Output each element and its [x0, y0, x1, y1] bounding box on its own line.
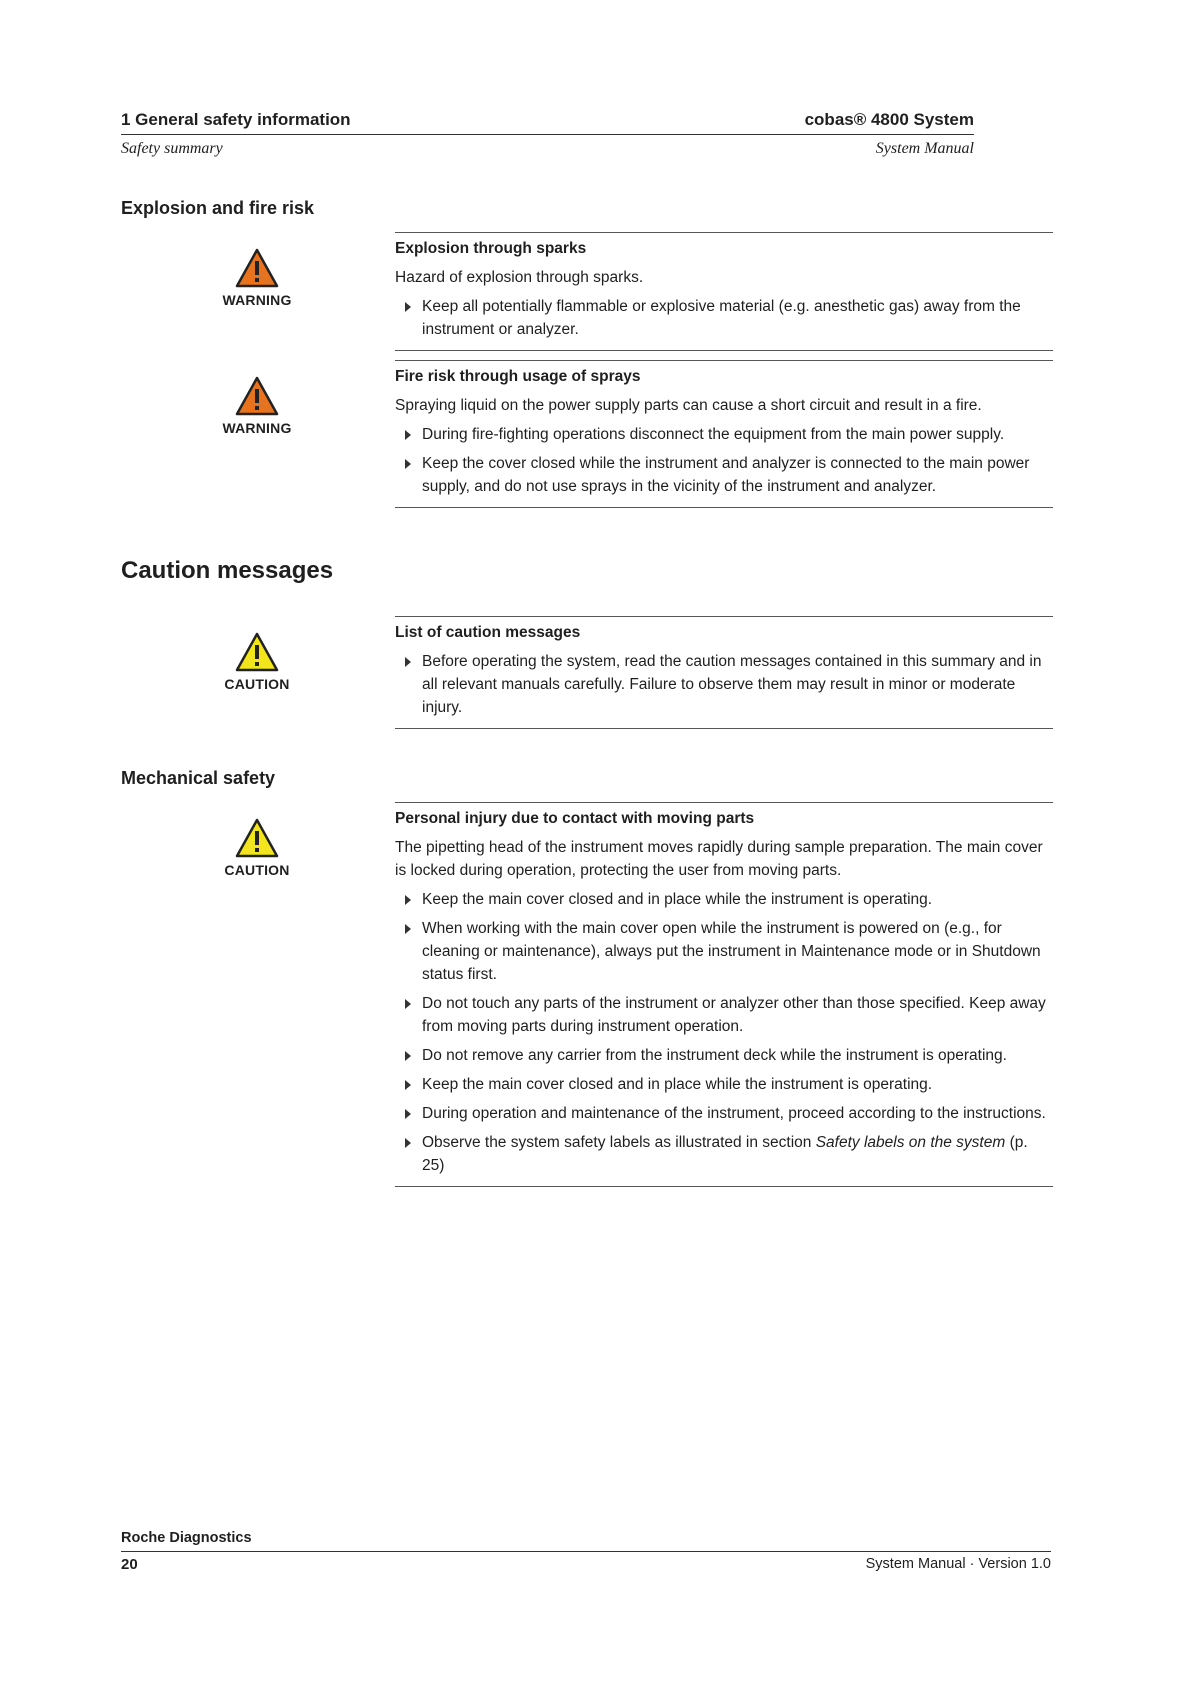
bullet-arrow-icon	[405, 1109, 411, 1119]
caution-triangle-icon	[235, 632, 279, 672]
caution-symbol-1	[197, 632, 317, 692]
list-item: During fire-fighting operations disconnect the equipment from the main power supply.	[395, 423, 1053, 446]
cross-reference-link[interactable]: Safety labels on the system	[815, 1134, 1006, 1151]
caution-triangle-icon	[235, 818, 279, 858]
caution-label: CAUTION	[224, 676, 290, 692]
list-item: During operation and maintenance of the instrument, proceed according to the instructions.	[395, 1102, 1053, 1125]
warning-label: WARNING	[222, 292, 292, 308]
list-item: Do not touch any parts of the instrument or analyzer other than those specified. Keep away from moving parts during instrument operation.	[395, 992, 1053, 1038]
box-text: Hazard of explosion through sparks.	[395, 269, 644, 286]
list-item: Keep the main cover closed and in place while the instrument is operating.	[395, 888, 1053, 911]
box-title: Explosion through sparks	[395, 240, 587, 257]
mechanical-safety-heading: Mechanical safety	[121, 768, 276, 788]
caution-symbol-2	[197, 818, 317, 878]
product-title: cobas® 4800 System	[804, 110, 974, 129]
footer-divider	[121, 1551, 1051, 1552]
list-item: Do not remove any carrier from the instrument deck while the instrument is operating.	[395, 1044, 1053, 1067]
footer-company: Roche Diagnostics	[121, 1530, 252, 1546]
moving-parts-box	[395, 802, 1053, 1187]
bullet-arrow-icon	[405, 999, 411, 1009]
bullet-arrow-icon	[405, 1138, 411, 1148]
list-item: Observe the system safety labels as illustrated in section Safety labels on the system (p. 25)	[395, 1131, 1053, 1177]
explosion-fire-heading: Explosion and fire risk	[121, 198, 315, 218]
warning-symbol-2	[197, 376, 317, 436]
warning-label: WARNING	[222, 420, 292, 436]
bullet-arrow-icon	[405, 459, 411, 469]
sparks-box	[395, 232, 1053, 351]
list-item: When working with the main cover open while the instrument is powered on (e.g., for cleaning or maintenance), always put the instrument in Maintenance mode or in Shutdown status first.	[395, 917, 1053, 986]
caution-label: CAUTION	[224, 862, 290, 878]
manual-subtitle: System Manual	[875, 140, 974, 157]
bullet-arrow-icon	[405, 895, 411, 905]
box-title: Fire risk through usage of sprays	[395, 368, 641, 385]
sprays-box	[395, 360, 1053, 508]
bullet-arrow-icon	[405, 430, 411, 440]
box-title: List of caution messages	[395, 624, 581, 641]
bullet-arrow-icon	[405, 657, 411, 667]
box-title: Personal injury due to contact with moving parts	[395, 810, 755, 827]
warning-symbol-1	[197, 248, 317, 308]
list-item: Before operating the system, read the caution messages contained in this summary and in all relevant manuals carefully. Failure to observe them may result in minor or moderate injury.	[395, 650, 1053, 719]
caution-list-box	[395, 616, 1053, 729]
box-text: Spraying liquid on the power supply parts can cause a short circuit and result in a fire.	[395, 397, 982, 414]
section-subtitle: Safety summary	[121, 140, 223, 157]
warning-triangle-icon	[235, 376, 279, 416]
bullet-arrow-icon	[405, 1080, 411, 1090]
list-item: Keep the cover closed while the instrument and analyzer is connected to the main power supply, and do not use sprays in the vicinity of the instrument and analyzer.	[395, 452, 1053, 498]
footer-version: System Manual · Version 1.0	[865, 1556, 1051, 1572]
list-item: Keep the main cover closed and in place while the instrument is operating.	[395, 1073, 1053, 1096]
caution-messages-heading: Caution messages	[121, 557, 334, 584]
bullet-arrow-icon	[405, 302, 411, 312]
bullet-arrow-icon	[405, 1051, 411, 1061]
warning-triangle-icon	[235, 248, 279, 288]
list-item: Keep all potentially flammable or explosive material (e.g. anesthetic gas) away from the instrument or analyzer.	[395, 295, 1053, 341]
bullet-arrow-icon	[405, 924, 411, 934]
chapter-title: 1 General safety information	[121, 110, 351, 129]
header-divider	[121, 134, 974, 135]
page-number: 20	[121, 1556, 138, 1573]
box-text: The pipetting head of the instrument moves rapidly during sample preparation. The main cover is locked during operation, protecting the user from moving parts.	[395, 839, 1043, 879]
